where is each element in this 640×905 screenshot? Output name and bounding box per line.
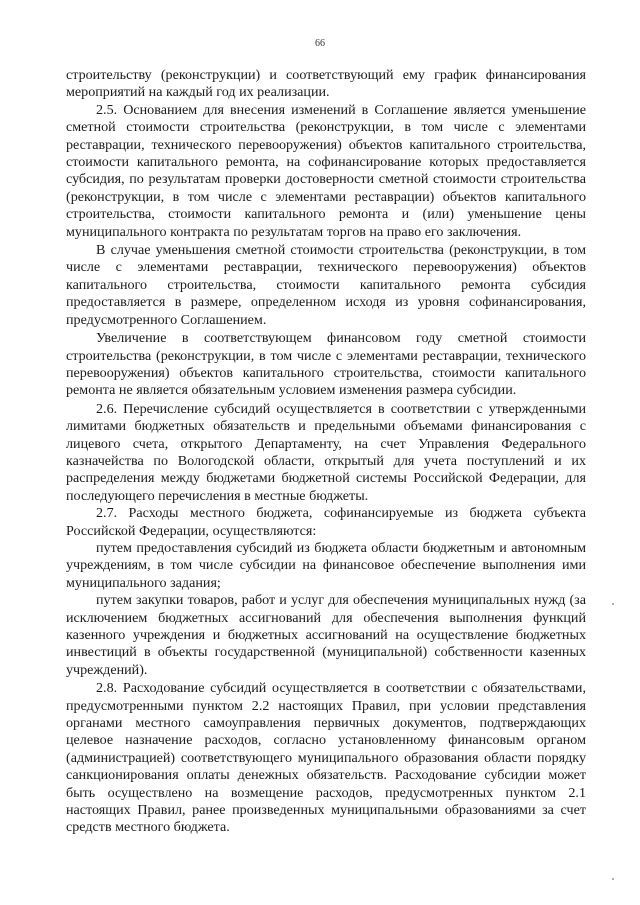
paragraph-continuation: строительству (реконструкции) и соответствующий ему график финансирования мероприятий на каждый год их реализации. [66,67,586,101]
page-number: 66 [315,38,325,49]
paragraph-subsidies-institutions: путем предоставления субсидий из бюджета области бюджетным и автономным учреждениям, в том числе субсидии на финансовое обеспечение выполнения ими муниципального задания; [66,539,586,591]
paragraph-2-6: 2.6. Перечисление субсидий осуществляется в соответствии с утвержденными лимитами бюджетных обязательств и предельными объемами финансирования с лицевого счета, открытого Департаменту, на счет Управления Федерального казначейства по Вологодской области, открытый для учета поступлений и их распределения между бюджетами бюджетной системы Российской Федерации, для последующего перечисления в местные бюджеты. [66,400,586,504]
paragraph-2-8: 2.8. Расходование субсидий осуществляется в соответствии с обязательствами, предусмотренными пунктом 2.2 настоящих Правил, при условии представления органами местного самоуправления первичных документов, подтверждающих целевое назначение расходов, согласно установленному финансовым органом (администрацией) соответствующего муниципального образования области порядку санкционирования оплаты денежных обязательств. Расходование субсидии может быть осуществлено на возмещение расходов, предусмотренных пунктом 2.1 настоящих Правил, ранее произведенных муниципальными образованиями за счет средств местного бюджета. [66,680,586,836]
paragraph-increase-cost: Увеличение в соответствующем финансовом году сметной стоимости строительства (реконструкции, в том числе с элементами реставрации, технического перевооружения) объектов капитального строительства, стоимости капитального ремонта не является обязательным условием изменения размера субсидии. [66,330,586,399]
paragraph-2-5: 2.5. Основанием для внесения изменений в Соглашение является уменьшение сметной стоимости строительства (реконструкции, в том числе с элементами реставрации, технического перевооружения) объектов капитального строительства, стоимости капитального ремонта, на софинансирование которых предоставляется субсидия, по результатам проверки достоверности сметной стоимости строительства (реконструкции, в том числе с элементами реставрации) объектов капитального строительства, стоимости капитального ремонта и (или) уменьшение цены муниципального контракта по результатам торгов на право его заключения. [66,101,586,240]
document-body [66,67,586,837]
paragraph-decrease-cost: В случае уменьшения сметной стоимости строительства (реконструкции, в том числе с элементами реставрации, технического перевооружения) объектов капитального строительства, стоимости капитального ремонта субсидия предоставляется в размере, определенном исходя из уровня софинансирования, предусмотренного Соглашением. [66,242,586,328]
scan-speck [612,603,614,605]
paragraph-procurement: путем закупки товаров, работ и услуг для обеспечения муниципальных нужд (за исключением бюджетных ассигнований для обеспечения выполнения функций казенного учреждения и бюджетных ассигнований на осуществление бюджетных инвестиций в объекты государственной (муниципальной) собственности казенных учреждений). [66,592,586,678]
paragraph-2-7: 2.7. Расходы местного бюджета, софинансируемые из бюджета субъекта Российской Федерации, осуществляются: [66,505,586,539]
scan-speck [612,878,614,880]
